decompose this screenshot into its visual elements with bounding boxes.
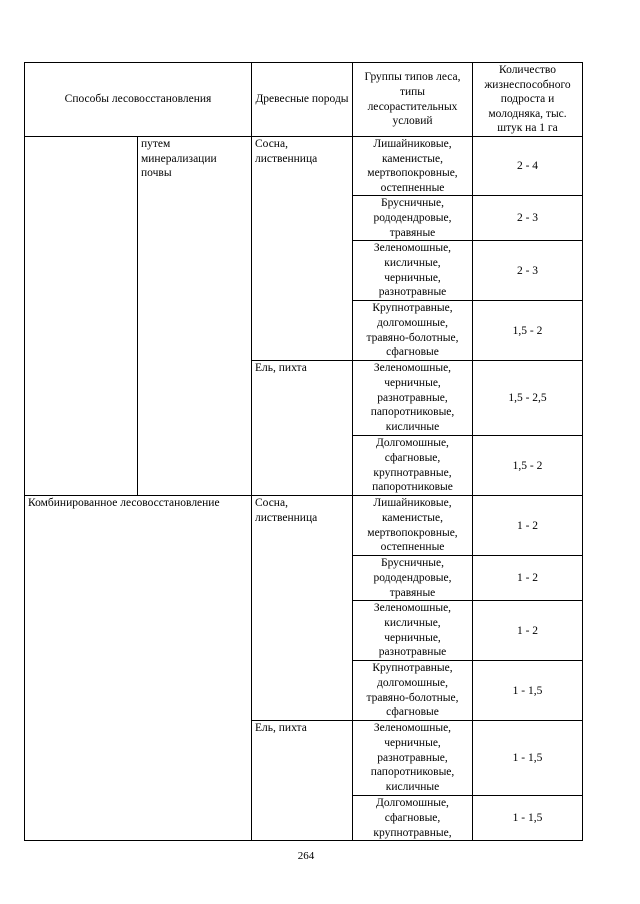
forest-type-cell: Крупнотравные, долгомошные, травяно-болотные, сфагновые — [353, 301, 473, 361]
method-cell: Комбинированное лесовосстановление — [25, 496, 252, 841]
header-forest-types: Группы типов леса, типы лесорастительных условий — [353, 63, 473, 137]
forest-type-cell: Лишайниковые, каменистые, мертвопокровные, остепненные — [353, 137, 473, 196]
forest-type-cell: Зеленомошные, черничные, разнотравные, папоротниковые, кисличные — [353, 361, 473, 436]
quantity-cell: 2 - 3 — [473, 241, 583, 301]
quantity-cell: 1,5 - 2 — [473, 436, 583, 496]
table-header-row — [25, 63, 583, 137]
forest-type-cell: Долгомошные, сфагновые, крупнотравные, — [353, 796, 473, 841]
quantity-cell: 2 - 4 — [473, 137, 583, 196]
forest-type-cell: Брусничные, рододендровые, травяные — [353, 556, 473, 601]
forest-type-cell: Зеленомошные, черничные, разнотравные, папоротниковые, кисличные — [353, 721, 473, 796]
regeneration-table — [24, 62, 583, 841]
header-species: Древесные породы — [252, 63, 353, 137]
submethod-cell: путем минерализации почвы — [138, 137, 252, 496]
quantity-cell: 1 - 2 — [473, 601, 583, 661]
species-cell: Ель, пихта — [252, 721, 353, 841]
quantity-cell: 1,5 - 2 — [473, 301, 583, 361]
quantity-cell: 1,5 - 2,5 — [473, 361, 583, 436]
quantity-cell: 1 - 1,5 — [473, 661, 583, 721]
quantity-cell: 1 - 2 — [473, 556, 583, 601]
page-number: 264 — [297, 850, 315, 862]
method-cell — [25, 137, 138, 496]
forest-type-cell: Зеленомошные, кисличные, черничные, разнотравные — [353, 601, 473, 661]
forest-type-cell: Крупнотравные, долгомошные, травяно-болотные, сфагновые — [353, 661, 473, 721]
quantity-cell: 2 - 3 — [473, 196, 583, 241]
forest-type-cell: Долгомошные, сфагновые, крупнотравные, папоротниковые — [353, 436, 473, 496]
quantity-cell: 1 - 1,5 — [473, 796, 583, 841]
header-methods: Способы лесовосстановления — [25, 63, 252, 137]
species-cell: Ель, пихта — [252, 361, 353, 496]
table-row — [25, 496, 583, 556]
forest-type-cell: Лишайниковые, каменистые, мертвопокровные, остепненные — [353, 496, 473, 556]
species-cell: Сосна, лиственница — [252, 496, 353, 721]
quantity-cell: 1 - 2 — [473, 496, 583, 556]
quantity-cell: 1 - 1,5 — [473, 721, 583, 796]
forest-type-cell: Зеленомошные, кисличные, черничные, разнотравные — [353, 241, 473, 301]
header-quantity: Количество жизнеспособного подроста и молодняка, тыс. штук на 1 га — [473, 63, 583, 137]
forest-type-cell: Брусничные, рододендровые, травяные — [353, 196, 473, 241]
table-row — [25, 137, 583, 196]
species-cell: Сосна, лиственница — [252, 137, 353, 361]
